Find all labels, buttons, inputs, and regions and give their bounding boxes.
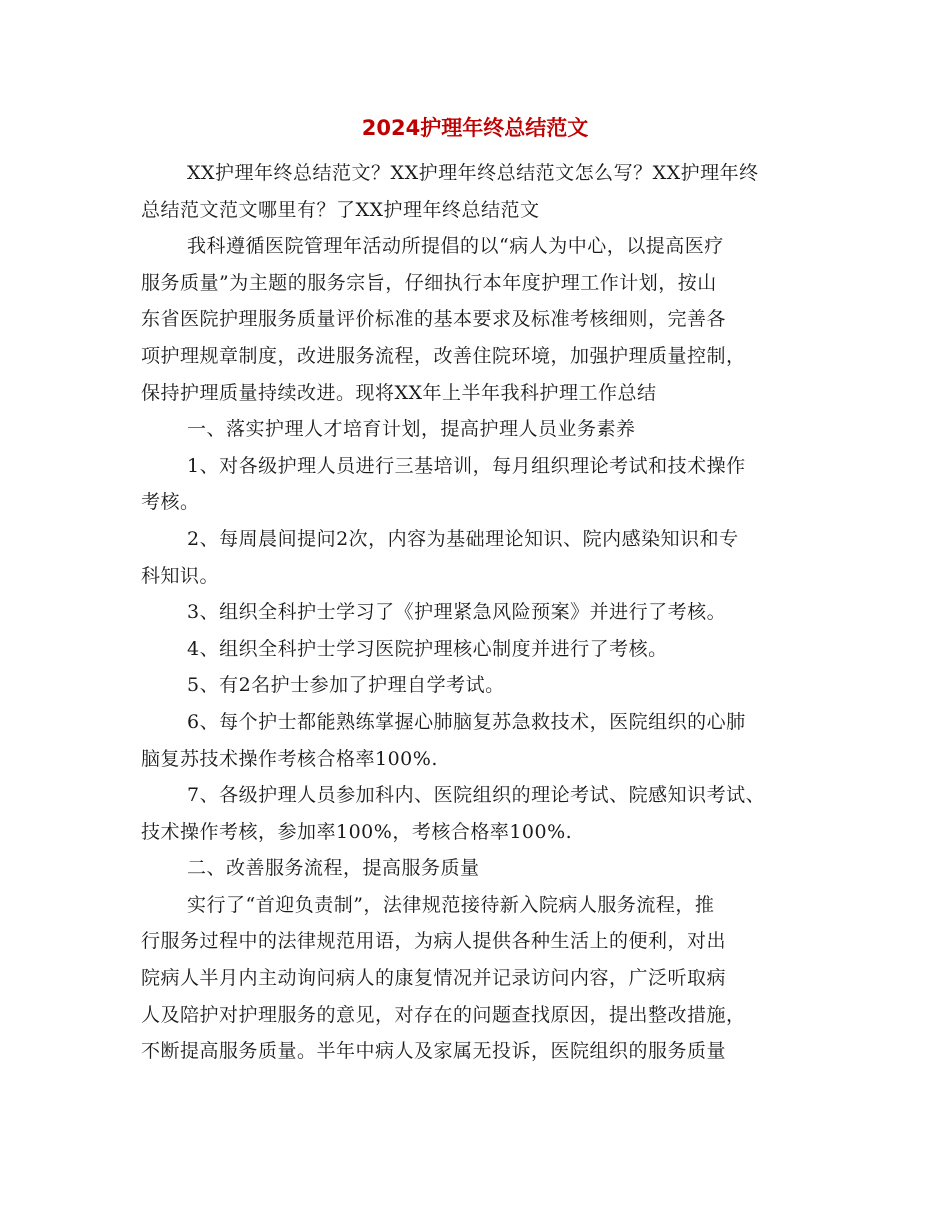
text-line: 脑复苏技术操作考核合格率100%. (141, 747, 438, 770)
text-line: 服务质量”为主题的服务宗旨，仔细执行本年度护理工作计划，按山 (141, 271, 717, 294)
text-line: 保持护理质量持续改进。现将XX年上半年我科护理工作总结 (141, 381, 657, 404)
text-line: 院病人半月内主动询问病人的康复情况并记录访问内容，广泛听取病 (141, 967, 727, 990)
paragraph (141, 521, 831, 594)
text-line: 人及陪护对护理服务的意见，对存在的问题查找原因，提出整改措施， (141, 1003, 746, 1026)
paragraph (141, 155, 831, 228)
paragraph (141, 594, 831, 631)
text-line: 3、组织全科护士学习了《护理紧急风险预案》并进行了考核。 (187, 601, 727, 624)
paragraph (141, 667, 831, 704)
text-line: 我科遵循医院管理年活动所提倡的以“病人为中心，以提高医疗 (187, 235, 724, 258)
paragraph (141, 777, 831, 850)
paragraph (141, 704, 831, 777)
text-line: 总结范文范文哪里有？了XX护理年终总结范文 (141, 198, 540, 221)
text-line: 7、各级护理人员参加科内、医院组织的理论考试、院感知识考试、 (187, 784, 766, 807)
paragraph (141, 631, 831, 668)
text-line: 技术操作考核，参加率100%，考核合格率100%. (141, 820, 573, 843)
text-line: 项护理规章制度，改进服务流程，改善住院环境，加强护理质量控制， (141, 344, 746, 367)
paragraph (141, 448, 831, 521)
section-heading (141, 411, 831, 448)
paragraph (141, 887, 831, 1070)
paragraph (141, 228, 831, 411)
text-line: 东省医院护理服务质量评价标准的基本要求及标准考核细则，完善各 (141, 308, 727, 331)
text-line: 行服务过程中的法律规范用语，为病人提供各种生活上的便利，对出 (141, 930, 727, 953)
text-line: XX护理年终总结范文？XX护理年终总结范文怎么写？XX护理年终 (187, 162, 759, 184)
text-line: 一、落实护理人才培育计划，提高护理人员业务素养 (187, 418, 636, 441)
text-line: 5、有2名护士参加了护理自学考试。 (187, 674, 505, 697)
text-line: 2、每周晨间提问2次，内容为基础理论知识、院内感染知识和专 (187, 527, 739, 550)
text-line: 科知识。 (141, 564, 220, 587)
section-heading (141, 850, 831, 887)
text-line: 1、对各级护理人员进行三基培训，每月组织理论考试和技术操作 (187, 454, 746, 477)
text-line: 不断提高服务质量。半年中病人及家属无投诉，医院组织的服务质量 (141, 1040, 727, 1063)
document-title: 2024护理年终总结范文 (361, 116, 589, 140)
text-line: 6、每个护士都能熟练掌握心肺脑复苏急救技术，医院组织的心肺 (187, 710, 746, 733)
text-line: 考核。 (141, 491, 200, 514)
text-line: 4、组织全科护士学习医院护理核心制度并进行了考核。 (187, 637, 668, 660)
text-line: 二、改善服务流程，提高服务质量 (187, 857, 480, 880)
text-line: 实行了“首迎负责制”，法律规范接待新入院病人服务流程，推 (187, 893, 715, 916)
document-body (141, 155, 831, 1070)
